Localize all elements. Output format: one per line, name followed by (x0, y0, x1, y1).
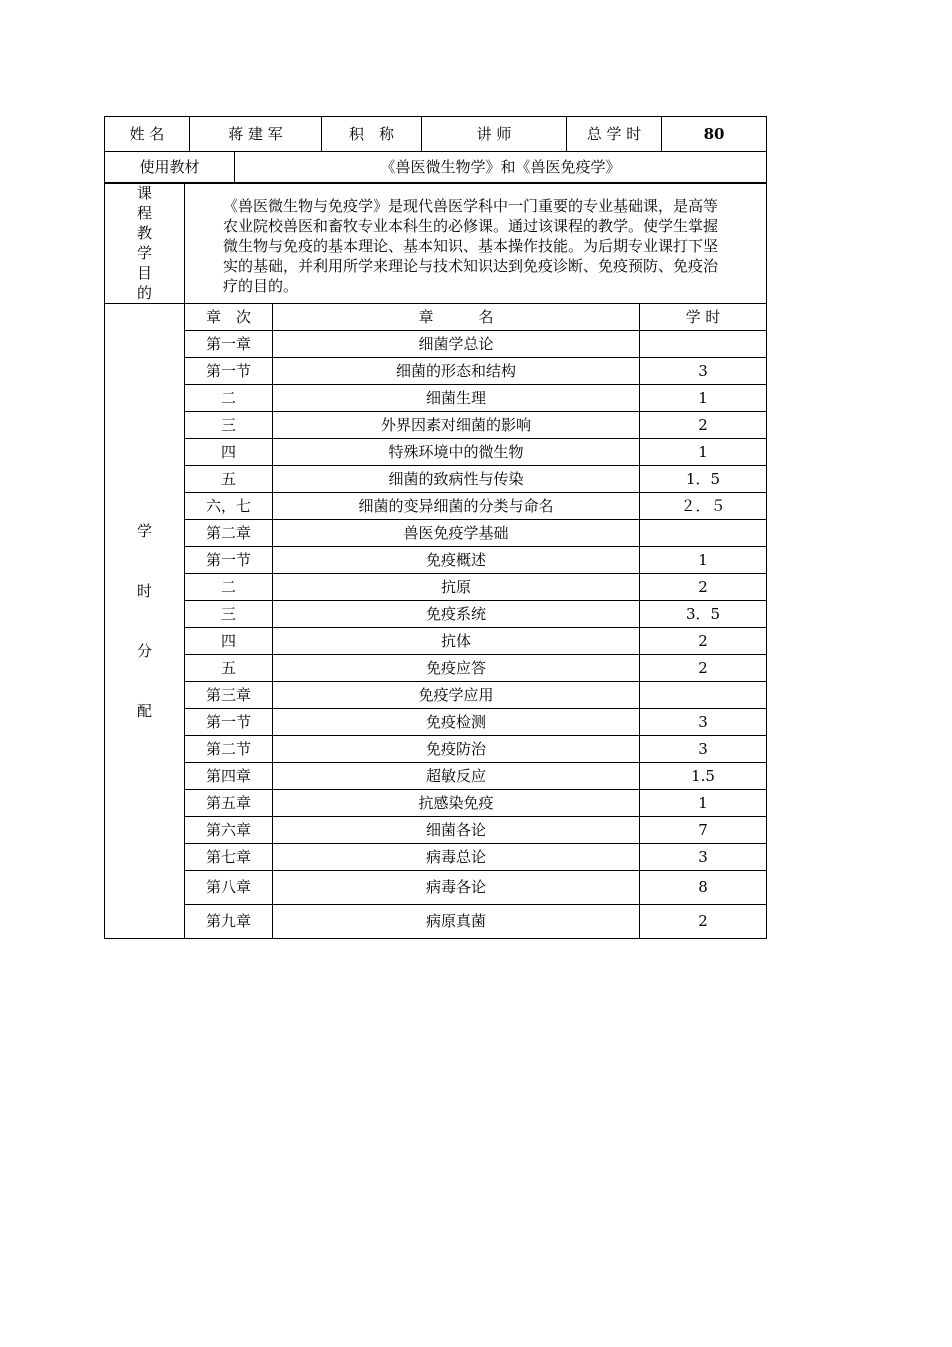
table-row (105, 573, 767, 600)
name-label: 姓 名 (105, 117, 190, 152)
chapter-cell: 二 (185, 384, 273, 411)
table-row (105, 843, 767, 870)
hours-cell: 1.5 (640, 762, 767, 789)
allocation-label-char: 时 (136, 581, 152, 600)
allocation-table (104, 303, 767, 939)
hours-cell: 8 (640, 870, 767, 904)
hours-cell: 2 (640, 904, 767, 938)
total-hours-value: 80 (662, 117, 767, 152)
textbook-label: 使用教材 (105, 151, 235, 183)
chapter-name-cell: 病毒各论 (273, 870, 640, 904)
name-value: 蒋 建 军 (190, 117, 322, 152)
chapter-name-cell: 细菌生理 (273, 384, 640, 411)
table-row (105, 384, 767, 411)
title-label: 积 称 (322, 117, 422, 152)
table-row (105, 465, 767, 492)
chapter-cell: 第五章 (185, 789, 273, 816)
table-row (105, 411, 767, 438)
hours-cell: ２．５ (640, 492, 767, 519)
table-row (105, 492, 767, 519)
chapter-cell: 二 (185, 573, 273, 600)
purpose-row (105, 183, 767, 304)
chapter-name-cell: 病原真菌 (273, 904, 640, 938)
chapter-name-cell: 细菌各论 (273, 816, 640, 843)
chapter-name-cell: 免疫概述 (273, 546, 640, 573)
allocation-label-char: 分 (136, 641, 152, 660)
chapter-cell: 第六章 (185, 816, 273, 843)
hours-cell (640, 519, 767, 546)
chapter-cell: 第四章 (185, 762, 273, 789)
title-value: 讲 师 (422, 117, 567, 152)
table-row (105, 789, 767, 816)
chapter-cell: 第九章 (185, 904, 273, 938)
chapter-name-cell: 抗体 (273, 627, 640, 654)
chapter-name-cell: 病毒总论 (273, 843, 640, 870)
chapter-cell: 五 (185, 654, 273, 681)
chapter-cell: 四 (185, 627, 273, 654)
hours-cell: 3 (640, 357, 767, 384)
chapter-name-cell: 超敏反应 (273, 762, 640, 789)
chapter-name-cell: 免疫防治 (273, 735, 640, 762)
chapter-name-cell: 抗感染免疫 (273, 789, 640, 816)
table-row (105, 600, 767, 627)
chapter-cell: 五 (185, 465, 273, 492)
hours-cell (640, 681, 767, 708)
hours-cell (640, 330, 767, 357)
purpose-label (105, 183, 185, 304)
textbook-value: 《兽医微生物学》和《兽医免疫学》 (235, 151, 767, 183)
hours-cell: 1 (640, 384, 767, 411)
hours-cell: 2 (640, 411, 767, 438)
hours-cell: 3．5 (640, 600, 767, 627)
hours-cell: 1 (640, 546, 767, 573)
chapter-name-cell: 细菌的形态和结构 (273, 357, 640, 384)
allocation-label-char: 学 (136, 521, 152, 540)
chapter-cell: 第一节 (185, 708, 273, 735)
chapter-cell: 第二章 (185, 519, 273, 546)
hours-cell: 2 (640, 627, 767, 654)
syllabus-document (104, 116, 766, 939)
chapter-name-cell: 细菌的致病性与传染 (273, 465, 640, 492)
chapter-cell: 第八章 (185, 870, 273, 904)
textbook-table (104, 151, 767, 184)
hours-cell: 2 (640, 573, 767, 600)
header-table (104, 116, 767, 152)
allocation-header-row (105, 303, 767, 330)
chapter-cell: 第一节 (185, 357, 273, 384)
table-row (105, 681, 767, 708)
table-row (105, 357, 767, 384)
chapter-name-cell: 免疫应答 (273, 654, 640, 681)
chapter-name-cell: 抗原 (273, 573, 640, 600)
textbook-row (105, 151, 767, 183)
hours-cell: 1．5 (640, 465, 767, 492)
allocation-label-char: 配 (136, 701, 152, 720)
purpose-label-char: 课 (136, 184, 152, 202)
chapter-cell: 第七章 (185, 843, 273, 870)
table-row (105, 627, 767, 654)
purpose-label-char: 的 (136, 284, 152, 302)
chapter-name-cell: 兽医免疫学基础 (273, 519, 640, 546)
purpose-table (104, 182, 767, 304)
table-row (105, 904, 767, 938)
table-row (105, 330, 767, 357)
chapter-name-cell: 细菌的变异细菌的分类与命名 (273, 492, 640, 519)
hours-cell: 7 (640, 816, 767, 843)
chapter-cell: 六，七 (185, 492, 273, 519)
chapter-column-header: 章 次 (185, 303, 273, 330)
purpose-label-char: 程 (136, 204, 152, 222)
hours-cell: 3 (640, 735, 767, 762)
table-row (105, 735, 767, 762)
chapter-cell: 第一章 (185, 330, 273, 357)
header-row (105, 117, 767, 152)
hours-cell: 2 (640, 654, 767, 681)
hours-cell: 3 (640, 843, 767, 870)
chapter-cell: 三 (185, 411, 273, 438)
hours-column-header: 学 时 (640, 303, 767, 330)
purpose-label-char: 教 (136, 224, 152, 242)
purpose-label-char: 学 (136, 244, 152, 262)
purpose-text: 《兽医微生物与免疫学》是现代兽医学科中一门重要的专业基础课，是高等农业院校兽医和畜牧专业本科生的必修课。通过该课程的教学。使学生掌握微生物与免疫的基本理论、基本知识、基本操作技能。为后期专业课打下坚实的基础，并利用所学来理论与技术知识达到免疫诊断、免疫预防、免疫治疗的目的。 (185, 183, 767, 304)
chapter-name-cell: 免疫系统 (273, 600, 640, 627)
chapter-name-cell: 特殊环境中的微生物 (273, 438, 640, 465)
total-hours-label: 总 学 时 (567, 117, 662, 152)
hours-cell: 3 (640, 708, 767, 735)
chapter-name-cell: 免疫学应用 (273, 681, 640, 708)
purpose-label-char: 目 (136, 264, 152, 282)
chapter-cell: 第二节 (185, 735, 273, 762)
chapter-cell: 四 (185, 438, 273, 465)
chapter-cell: 第三章 (185, 681, 273, 708)
chapter-cell: 三 (185, 600, 273, 627)
chapter-name-cell: 外界因素对细菌的影响 (273, 411, 640, 438)
table-row (105, 708, 767, 735)
table-row (105, 438, 767, 465)
table-row (105, 654, 767, 681)
chapter-name-cell: 细菌学总论 (273, 330, 640, 357)
name-column-header: 章 名 (273, 303, 640, 330)
hours-cell: 1 (640, 789, 767, 816)
table-row (105, 762, 767, 789)
chapter-cell: 第一节 (185, 546, 273, 573)
table-row (105, 870, 767, 904)
table-row (105, 519, 767, 546)
table-row (105, 546, 767, 573)
hours-cell: 1 (640, 438, 767, 465)
table-row (105, 816, 767, 843)
chapter-name-cell: 免疫检测 (273, 708, 640, 735)
allocation-label (105, 303, 185, 938)
